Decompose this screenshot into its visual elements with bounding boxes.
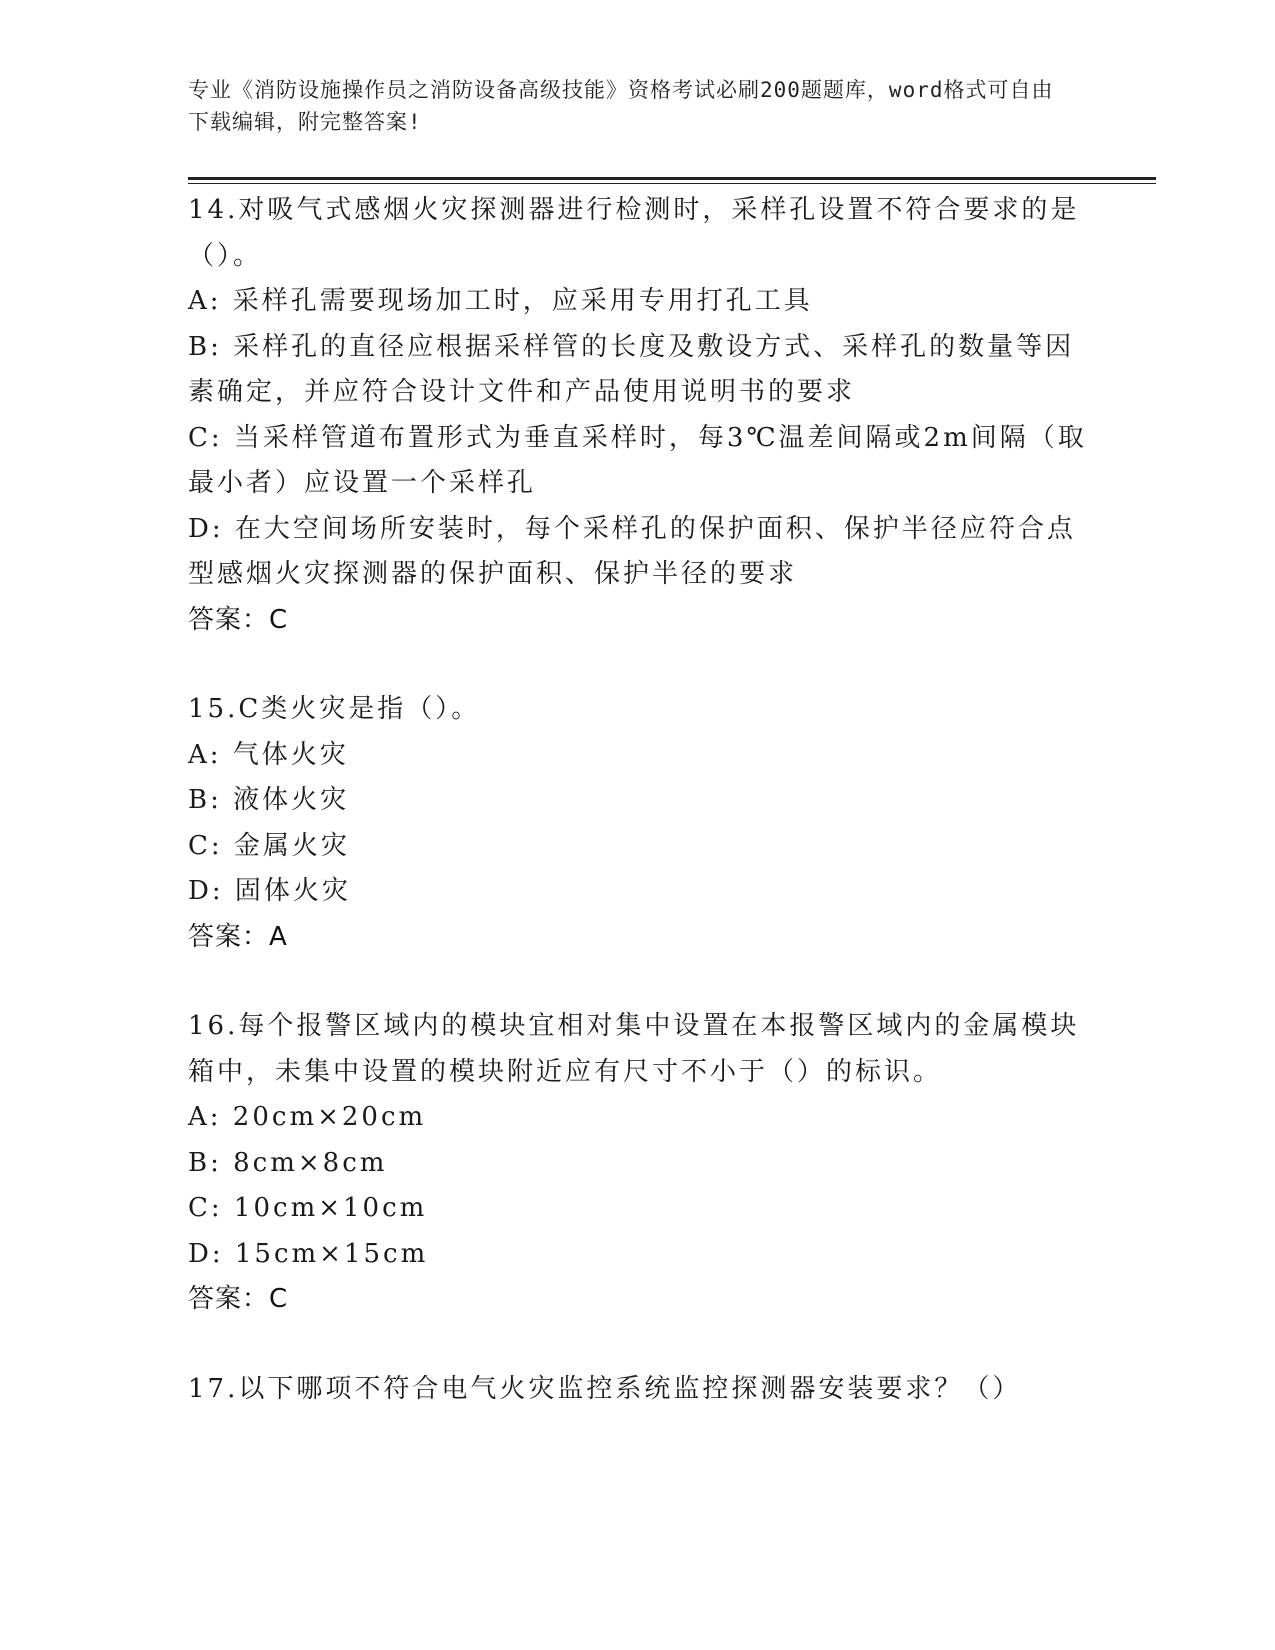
option-d: D: 固体火灾 <box>188 876 351 906</box>
option-a: A: 气体火灾 <box>188 739 349 770</box>
header-divider-thin <box>188 183 1156 184</box>
question-stem: 15.C类火灾是指（）。 <box>188 694 481 724</box>
document-header: 专业《消防设施操作员之消防设备高级技能》资格考试必刷200题题库，word格式可自由下载编辑，附完整答案! <box>188 78 1054 134</box>
option-c: C: 当采样管道布置形式为垂直采样时，每3℃温差间隔或2m间隔（取最小者）应设置一个采样孔 <box>188 422 1087 498</box>
question-16 <box>188 1004 1088 1323</box>
question-15 <box>188 687 1088 960</box>
question-stem: 16.每个报警区域内的模块宜相对集中设置在本报警区域内的金属模块箱中，未集中设置的模块附近应有尺寸不小于（）的标识。 <box>188 1011 1080 1087</box>
answer: 答案：A <box>188 921 288 952</box>
question-stem: 14.对吸气式感烟火灾探测器进行检测时，采样孔设置不符合要求的是（）。 <box>188 195 1080 271</box>
question-17 <box>188 1367 1088 1413</box>
option-c: C: 金属火灾 <box>188 830 350 861</box>
question-14 <box>188 188 1088 643</box>
answer: 答案：C <box>188 1284 289 1314</box>
option-d: D: 15cm×15cm <box>188 1238 429 1269</box>
option-c: C: 10cm×10cm <box>188 1193 428 1223</box>
question-stem: 17.以下哪项不符合电气火灾监控系统监控探测器安装要求？（） <box>188 1373 1022 1404</box>
option-a: A: 采样孔需要现场加工时，应采用专用打孔工具 <box>188 286 813 316</box>
option-a: A: 20cm×20cm <box>188 1102 427 1132</box>
header-divider-thick <box>188 177 1156 180</box>
answer: 答案：C <box>188 604 289 635</box>
option-d: D: 在大空间场所安装时，每个采样孔的保护面积、保护半径应符合点型感烟火灾探测器的保护面积、保护半径的要求 <box>188 513 1076 589</box>
option-b: B: 液体火灾 <box>188 785 350 815</box>
question-list <box>188 188 1088 1456</box>
option-b: B: 8cm×8cm <box>188 1147 388 1178</box>
option-b: B: 采样孔的直径应根据采样管的长度及敷设方式、采样孔的数量等因素确定，并应符合设计文件和产品使用说明书的要求 <box>188 331 1075 407</box>
